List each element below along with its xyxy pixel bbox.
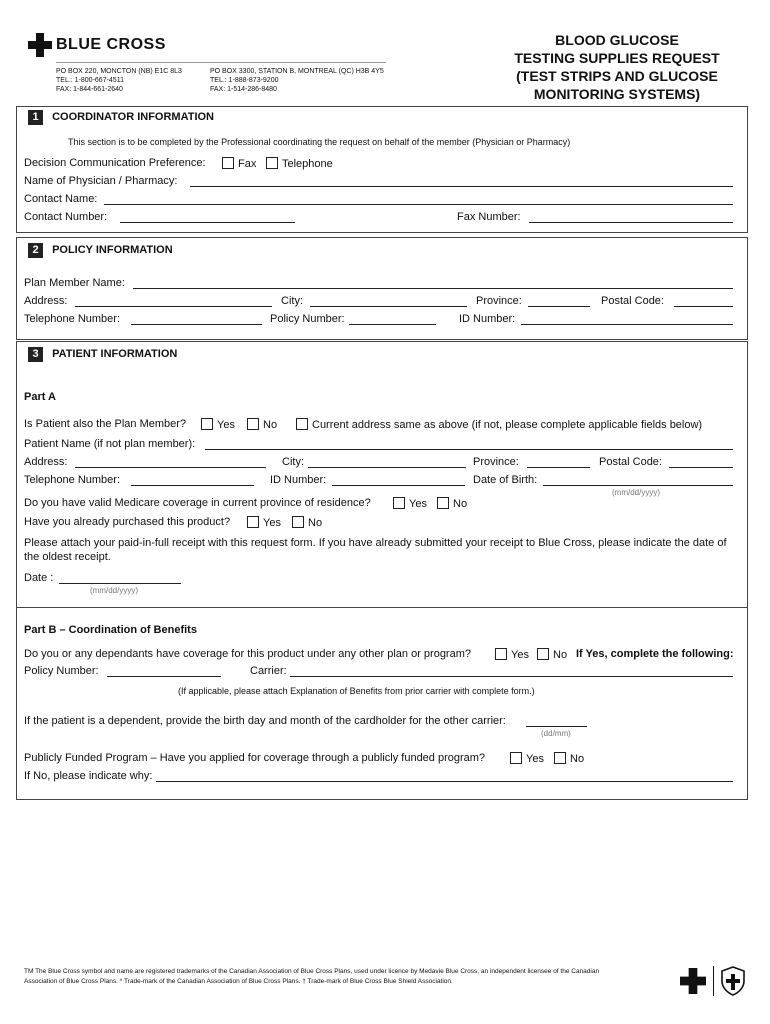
section-1-intro: This section is to be completed by the Professional coordinating the request on behalf of the member (Physician or Pharmacy) <box>68 137 571 147</box>
footer-divider <box>713 966 714 996</box>
address-block-2: PO BOX 3300, STATION B, MONTREAL (QC) H3B 4Y5 TEL.: 1-888-873-9200 FAX: 1-514-286-8480 <box>210 68 384 93</box>
footer-cross-icon <box>680 968 706 997</box>
address-block-1: PO BOX 220, MONCTON (NB) E1C 8L3 TEL.: 1-800-667-4511 FAX: 1-844-661-2640 <box>56 68 182 93</box>
purchased-yes-checkbox[interactable] <box>247 516 259 528</box>
dob-label: Date of Birth: <box>473 474 538 486</box>
physician-field[interactable] <box>190 186 733 187</box>
if-yes-note: If Yes, complete the following: <box>576 648 734 660</box>
medicare-yes[interactable]: Yes <box>393 497 427 510</box>
postal-code-label: Postal Code: <box>601 295 664 307</box>
why-field[interactable] <box>156 781 733 782</box>
plan-member-label: Plan Member Name: <box>24 277 125 289</box>
id-number-field[interactable] <box>521 324 733 325</box>
purchased-yes[interactable]: Yes <box>247 516 281 529</box>
ddmm-hint: (dd/mm) <box>541 729 571 738</box>
purchased-label: Have you already purchased this product? <box>24 516 231 528</box>
patient-province-label: Province: <box>473 456 519 468</box>
medicare-yes-checkbox[interactable] <box>393 497 405 509</box>
patient-address-field[interactable] <box>75 467 266 468</box>
medicare-label: Do you have valid Medicare coverage in current province of residence? <box>24 497 371 509</box>
province-label: Province: <box>476 295 522 307</box>
telephone-field[interactable] <box>131 324 262 325</box>
carrier-label: Carrier: <box>250 665 287 677</box>
contact-number-label: Contact Number: <box>24 211 108 223</box>
is-member-no-checkbox[interactable] <box>247 418 259 430</box>
section-3-header: 3 PATIENT INFORMATION <box>28 347 177 362</box>
part-a-heading: Part A <box>24 391 56 403</box>
medicare-no-checkbox[interactable] <box>437 497 449 509</box>
medicare-no[interactable]: No <box>437 497 467 510</box>
contact-number-field[interactable] <box>120 222 295 223</box>
dependent-field[interactable] <box>526 726 587 727</box>
purchased-no-checkbox[interactable] <box>292 516 304 528</box>
coverage-label: Do you or any dependants have coverage for this product under any other plan or program? <box>24 648 471 660</box>
policy-number-label: Policy Number: <box>270 313 345 325</box>
address-label: Address: <box>24 295 68 307</box>
telephone-option[interactable]: Telephone <box>266 157 333 170</box>
date-hint: (mm/dd/yyyy) <box>90 586 138 595</box>
public-program-label: Publicly Funded Program – Have you applied for coverage through a publicly funded program? <box>24 752 486 764</box>
is-member-no[interactable]: No <box>247 418 277 431</box>
patient-id-label: ID Number: <box>270 474 327 486</box>
part-b-heading: Part B – Coordination of Benefits <box>24 624 197 636</box>
other-policy-field[interactable] <box>107 676 221 677</box>
coverage-yes-checkbox[interactable] <box>495 648 507 660</box>
fax-number-label: Fax Number: <box>457 211 521 223</box>
dob-hint: (mm/dd/yyyy) <box>612 488 660 497</box>
form-title: BLOOD GLUCOSE TESTING SUPPLIES REQUEST (TEST STRIPS AND GLUCOSE MONITORING SYSTEMS) <box>514 32 720 102</box>
province-field[interactable] <box>528 306 590 307</box>
city-field[interactable] <box>310 306 467 307</box>
other-policy-label: Policy Number: <box>24 665 99 677</box>
section-coordinator <box>16 106 748 233</box>
section-1-header: 1 COORDINATOR INFORMATION <box>28 110 214 125</box>
is-member-yes-checkbox[interactable] <box>201 418 213 430</box>
is-member-label: Is Patient also the Plan Member? <box>24 418 187 430</box>
receipt-instructions: Please attach your paid-in-full receipt with this request form. If you have already submitted your receipt to Blue Cross, please indicate the date of the oldest receipt. <box>24 537 727 563</box>
decision-preference-label: Decision Communication Preference: <box>24 157 206 169</box>
patient-telephone-field[interactable] <box>131 485 254 486</box>
date-field[interactable] <box>59 583 181 584</box>
address-field[interactable] <box>75 306 272 307</box>
patient-name-label: Patient Name (if not plan member): <box>24 438 196 450</box>
carrier-field[interactable] <box>290 676 733 677</box>
public-no[interactable]: No <box>554 752 584 765</box>
is-member-yes[interactable]: Yes <box>201 418 235 431</box>
dob-field[interactable] <box>543 485 733 486</box>
part-divider <box>17 607 747 608</box>
postal-code-field[interactable] <box>674 306 733 307</box>
trademark-footer: TM The Blue Cross symbol and name are registered trademarks of the Canadian Association of Blue Cross Plans, used under licence by Medavie Blue Cross, an independent licensee of the Canadian Association of Blue Cross Plans. * Trade-mark of the Canadian Association of Blue Cross Plans. † Trade-mark of Blue Cross Blue Shield Association. <box>24 968 600 985</box>
public-yes[interactable]: Yes <box>510 752 544 765</box>
date-label: Date : <box>24 572 54 584</box>
patient-city-label: City: <box>282 456 304 468</box>
coverage-no-checkbox[interactable] <box>537 648 549 660</box>
section-patient <box>16 341 748 800</box>
telephone-checkbox[interactable] <box>266 157 278 169</box>
why-label: If No, please indicate why: <box>24 770 153 782</box>
contact-name-label: Contact Name: <box>24 193 98 205</box>
patient-city-field[interactable] <box>308 467 466 468</box>
public-no-checkbox[interactable] <box>554 752 566 764</box>
patient-name-field[interactable] <box>205 449 733 450</box>
fax-option[interactable]: Fax <box>222 157 256 170</box>
city-label: City: <box>281 295 303 307</box>
public-yes-checkbox[interactable] <box>510 752 522 764</box>
brand-name: BLUE CROSS <box>56 36 166 53</box>
coverage-yes[interactable]: Yes <box>495 648 529 661</box>
patient-address-label: Address: <box>24 456 68 468</box>
same-address-checkbox[interactable] <box>296 418 308 430</box>
fax-checkbox[interactable] <box>222 157 234 169</box>
coverage-no[interactable]: No <box>537 648 567 661</box>
eob-note: (If applicable, please attach Explanation of Benefits from prior carrier with complete form.) <box>178 686 535 696</box>
dependent-label: If the patient is a dependent, provide the birth day and month of the cardholder for the other carrier: <box>24 715 506 727</box>
patient-postal-field[interactable] <box>669 467 733 468</box>
patient-id-field[interactable] <box>332 485 465 486</box>
footer-shield-icon <box>720 966 746 999</box>
physician-label: Name of Physician / Pharmacy: <box>24 175 178 187</box>
policy-number-field[interactable] <box>349 324 436 325</box>
telephone-label: Telephone Number: <box>24 313 121 325</box>
purchased-no[interactable]: No <box>292 516 322 529</box>
patient-province-field[interactable] <box>527 467 590 468</box>
patient-postal-label: Postal Code: <box>599 456 662 468</box>
fax-number-field[interactable] <box>529 222 733 223</box>
contact-name-field[interactable] <box>104 204 733 205</box>
id-number-label: ID Number: <box>459 313 516 325</box>
plan-member-field[interactable] <box>133 288 733 289</box>
same-address-option[interactable]: Current address same as above (if not, please complete applicable fields below) <box>296 418 702 431</box>
patient-telephone-label: Telephone Number: <box>24 474 121 486</box>
section-2-header: 2 POLICY INFORMATION <box>28 243 173 258</box>
